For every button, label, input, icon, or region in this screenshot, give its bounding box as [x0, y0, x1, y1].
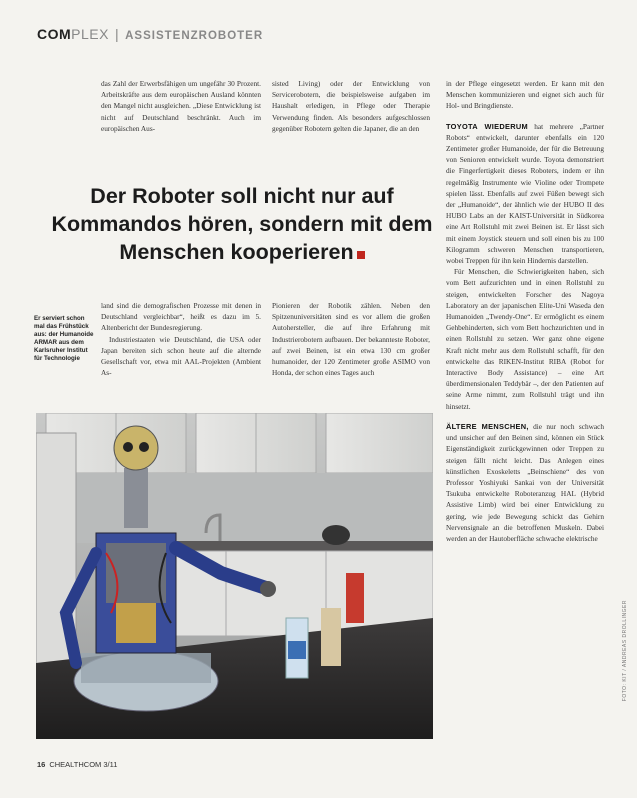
brand-part2: PLEX — [71, 26, 109, 42]
magazine-name: CHEALTHCOM 3/11 — [49, 760, 118, 769]
paragraph: Pionieren der Robotik zählen. Neben den Spitzenuniversitäten sind es vor allem die großen Autohersteller, die auf ihre Erfahrung mit Industrierobotern aufbauen. Der bekannteste Roboter, auf zwei Beinen, ist ein etwa 130 cm großer humanoider, der 120 Zentimeter große ASIMO von Honda, der schon eines Tages auch — [272, 301, 430, 378]
paragraph: sisted Living) oder der Entwicklung von Servicerobotern, die beispielsweise aufgaben im Haushalt erledigen, in Pflege oder Therapie Verwendung finden. Als besonders aufgeschlossen gegenüber Robotern gelten die Japaner, die an den — [272, 79, 430, 133]
paragraph: Industriestaaten wie Deutschland, die USA oder Japan bereiten sich schon heute auf die alternde Gesellschaft vor, etwa mit AAL-Projekten (Ambient As- — [101, 334, 261, 378]
paragraph-text: die nur noch schwach und unsicher auf den Beinen sind, können ein Stück Eigenständigkeit zurückgewinnen oder Treppen zu steigen fällt nicht leicht. Das Anlegen eines künstlichen Exoskeletts „Beinschiene“ des von Professor Yoshiyuki Sankai von der Universität Tsukuba entwickelte Roboteranzug HAL (Hybrid Assistive Limb) wird bei einer Entwicklung zu gering, wie jede Bewegung schickt das Gehirn Nervensignale an die betroffenen Muskeln. Dabei werden an der Hautoberfläche schwache elektrische — [446, 421, 605, 543]
lead-in: ÄLTERE MENSCHEN, — [446, 421, 529, 431]
column-top-left — [101, 78, 261, 134]
paragraph: das Zahl der Erwerbsfähigen um ungefähr 30 Prozent. Arbeitskräfte aus dem europäischen Ausland könnten den Mangel nicht ausgleichen. „Diese Entwicklung ist nicht auf Deutschland beschränkt. Auch im europäischen Aus- — [101, 79, 261, 133]
page-header — [37, 26, 263, 42]
brand-part1: COM — [37, 26, 72, 42]
robot-photo — [36, 413, 433, 739]
paragraph: Für Menschen, die Schwierigkeiten haben, sich vom Bett aufzurichten und in einen Rollstuhl zu steigen, entwickelten Forscher des Nagoya Laboratory an der japanischen Elite-Uni Waseda den Humanoiden „Twendy-One“. Er ermöglicht es einem Gehbehinderten, sich vom Bett hochzurichten und in einen Rollstuhl zu setzen. Wer ganz ohne eigene Kraft nicht mehr aus dem Rollstuhl schafft, für den entwickelte das RIKEN-Institut RIBA (Robot for Interactive Body Assistance) – eine Art überdimensionalen Teddybär –, der den Patienten auf seine Arme nimmt, zum Rollstuhl trägt und ihn hinsetzt. — [446, 267, 604, 411]
photo-credit: FOTO: KIT / ANDREAS DROLLINGER — [622, 600, 628, 702]
page-number: 16 — [37, 760, 46, 769]
column-bottom-middle — [272, 300, 430, 378]
page-footer — [37, 760, 117, 769]
lead-in: TOYOTA WIEDERUM — [446, 121, 528, 131]
column-right — [446, 78, 604, 544]
column-top-middle — [272, 78, 430, 134]
headline-text: Der Roboter soll nicht nur auf Kommandos hören, sondern mit dem Menschen kooperieren — [51, 184, 433, 264]
section-title: ASSISTENZROBOTER — [125, 30, 264, 42]
paragraph — [446, 421, 604, 544]
column-bottom-left — [101, 300, 261, 378]
photo-caption: Er serviert schon mal das Frühstück aus: der Humanoide ARMAR aus dem Karlsruher Institut für Technologie — [34, 315, 94, 362]
paragraph-text: hat mehrere „Partner Robots“ entwickelt, darunter ebenfalls ein 120 Zentimeter großer Humanoide, der für die Betreuung von Senioren entwickelt wurde. Toyota demonstriert die Fingerfertigkeit dieses Roboters, indem er ihn regelmäßig Instrumente wie Violine oder Trompete spielen lässt. Ebenfalls auf zwei Füßen bewegt sich der „Humanoide“, der ähnlich wie der HUBO II des HUBO Labs an der KAIST-Universität in Südkorea eine Art Rollstuhl mit zwei Beinen ist. Er lässt sich mit einem Joystick steuern und soll einen bis zu 100 Kilogramm schweren Menschen transportieren, wobei Treppen für ihn kein Hindernis darstellen. — [446, 121, 604, 266]
header-separator: | — [114, 26, 120, 42]
paragraph — [446, 121, 604, 267]
paragraph: land sind die demografischen Prozesse mit denen in Deutschland vergleichbar“, heißt es dazu im 5. Altenbericht der Bundesregierung. — [101, 301, 261, 333]
end-square-icon — [357, 251, 365, 259]
paragraph: in der Pflege eingesetzt werden. Er kann mit den Menschen kommunizieren und eignet sich auch für Hol- und Bringdienste. — [446, 79, 604, 111]
headline — [47, 182, 437, 266]
